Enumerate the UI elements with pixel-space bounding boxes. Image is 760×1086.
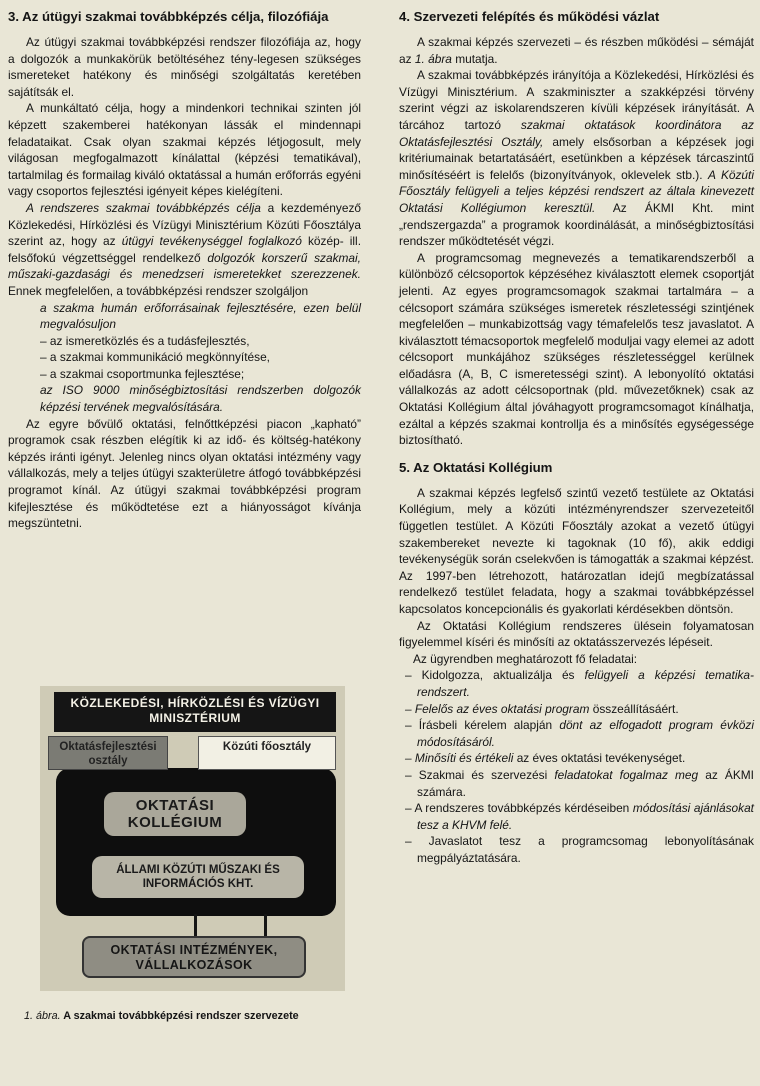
text: – Írásbeli kérelem alapján: [405, 718, 560, 733]
text: a kezdeményező Közlekedési, Hírközlési és Vízügyi Minisztérium Közúti Főosztálya szerint az, hogy az: [8, 200, 361, 249]
paragraph: A munkáltató célja, hogy a mindenkori technikai szinten jól képzett szakemberei hatékonyan lássák el mindennapi feladataikat. Csak olyan szakmai képzés létjogosult, mely világosan megfogalmazott kínálattal (képzési tematikával), tartalmilag és formailag kiváló oktatással a humán erőforrás egyéni vagy csoportos fejlesztési igényeit képes kielégíteni.: [8, 101, 361, 199]
emphasis: dönt az elfogadott program évközi módosításáról.: [417, 718, 754, 749]
organization-diagram: [40, 676, 360, 996]
institutions-box: OKTATÁSI INTÉZMÉNYEK, VÁLLALKOZÁSOK: [82, 936, 306, 978]
section-3-heading: 3. Az útügyi szakmai továbbképzés célja, filozófiája: [8, 9, 329, 24]
kozuti-box: Közúti főosztály: [198, 736, 336, 770]
emphasis: felügyeli a képzési tematika-rendszert.: [417, 668, 754, 699]
caption-text: A szakmai továbbképzési rendszer szervezete: [60, 1010, 299, 1022]
text: az éves oktatási tevékenységet.: [513, 751, 686, 766]
goal-subitem: – a szakmai csoportmunka fejlesztése;: [40, 366, 245, 381]
right-column: [399, 8, 754, 867]
paragraph: Az egyre bővülő oktatási, felnőttképzési piacon „kapható” programok csak részben elégítik ki az idő- és költség-hatékony képzés iránti igényt. Jelenleg nincs olyan oktatási intézmény vagy vállalkozás, mely a teljes útügyi szakterületre átfogó továbbképzési programot kínál. Az útügyi szakmai továbbképzési program kifejlesztése és működtetése ezt a hiányosságot kívánja megszüntetni.: [8, 416, 361, 531]
task-item: [399, 667, 754, 700]
ministry-box: KÖZLEKEDÉSI, HÍRKÖZLÉSI ÉS VÍZÜGYI MINISZTÉRIUM: [54, 692, 336, 732]
oktatasfejlesztesi-box: Oktatásfejlesztési osztály: [48, 736, 168, 770]
kollegium-box: OKTATÁSI KOLLÉGIUM: [104, 792, 246, 836]
emphasis: A rendszeres szakmai továbbképzés célja: [26, 200, 261, 215]
emphasis: feladatokat fogalmaz meg: [554, 767, 699, 782]
caption-number: 1. ábra.: [24, 1010, 61, 1022]
akmi-box: ÁLLAMI KÖZÚTI MŰSZAKI ÉS INFORMÁCIÓS KHT.: [92, 856, 304, 898]
text: Ennek megfelelően, a továbbképzési rendszer szolgáljon: [8, 283, 309, 298]
emphasis: módosítási ajánlásokat tesz a KHVM felé.: [417, 801, 754, 832]
paragraph: [8, 200, 361, 300]
text: mutatja.: [451, 51, 498, 66]
text: Az ÁKMI Kht. mint „rendszergazda” a programok koordinálását, a minőségbiztosítási rendszer működtetését végzi.: [399, 200, 754, 249]
emphasis: szakmai oktatások koordinátora az Oktatásfejlesztési Osztály,: [399, 117, 754, 149]
paragraph: Az Oktatási Kollégium rendszeres ülésein folyamatosan figyelemmel kíséri és minősíti az oktatásszervezés lépéseit.: [399, 618, 754, 650]
text: A szakmai továbbképzés irányítója a Közlekedési, Hírközlési és Vízügyi Minisztérium. A szakminiszter a szakképzési törvény szerint végzi az iskolarendszeren kívüli képzések irányítását. A tárcához tartozó: [399, 68, 754, 132]
paragraph: Az útügyi szakmai továbbképzési rendszer filozófiája az, hogy a dolgozók a munkakörük betöltéséhez tény-legesen szükséges ismereteket hatékony és minőségi szolgáltatás keretében sajátítsák el.: [8, 35, 361, 99]
emphasis: – Minősíti és értékeli: [405, 751, 514, 766]
connector-line: [194, 914, 197, 936]
emphasis: az ISO 9000 minőségbiztosítási rendszerben dolgozók képzési tervének megvalósítására.: [40, 383, 361, 415]
paragraph: A programcsomag megnevezés a tematikarendszerből a különböző célcsoportok képzéséhez kiválasztott elemek csoportját jelenti. Az egyes programcsomagok szakmai tartalmára – a célcsoport számára szükséges ismeretek részletességi szintjének megfelelően – munkabizottság vagy témafelelős tesz javaslatot. A kiválasztott témacsoportok megfelelő moduljai vagy elemei az adott célcsoport munkájához szükséges részletességgel kerülnek előadásra (A, B, C ismeretességi szint). A lebonyolító oktatási vállalkozás az adott célcsoportnak (pld. művezetőknek) csak az Oktatási Kollégium által jóváhagyott programcsomagot kínálhatja, ezáltal a képzés szakmai kontrollja és a minősítés egységessége biztosítható.: [399, 250, 754, 448]
task-item: [399, 750, 754, 767]
emphasis: 1. ábra: [414, 51, 452, 66]
goal-item: [8, 382, 361, 415]
text: amely elsősorban a képzések jogi kritériumainak betartatásáért, esetünkben a képzések tárcaszintű minősítéséért is felelős (bizonyítványok, oklevelek stb.).: [399, 134, 754, 182]
goal-subitem: – az ismeretközlés és a tudásfejlesztés,: [40, 333, 250, 348]
text: összeállításáért.: [589, 701, 679, 716]
text: – A rendszeres továbbképzés kérdéseiben: [405, 801, 633, 816]
connector-line: [264, 914, 267, 936]
paragraph: [399, 34, 754, 67]
text: közép- ill. felsőfokú végzettséggel rendelkező: [8, 234, 361, 265]
task-item: [399, 701, 754, 718]
text: – Kidolgozza, aktualizálja és: [405, 668, 585, 683]
goal-subitem: – a szakmai kommunikáció megkönnyítése,: [40, 350, 270, 365]
paragraph: A szakmai képzés legfelső szintű vezető testülete az Oktatási Kollégium, mely a közúti intézményrendszer szervezeteitől független testület. A Közúti Főosztály azokat a vezető útügyi szakembereket nevezte ki tagoknak (10 fő), akik eddigi tevékenységük során cselekvően is támogatták a szakmai képzést. Az 1997-ben létrehozott, határozatlan idejű megbízatással rendelkező testület feladata, hogy a szakmai továbbképzéssel kapcsolatos koncepcionális és gyakorlati kérdésekben döntsön.: [399, 485, 754, 616]
paragraph: [399, 67, 754, 250]
text: A szakmai képzés szervezeti – és részben működési – sémáját az: [399, 35, 754, 66]
task-item: [399, 767, 754, 800]
tasks-intro: Az ügyrendben meghatározott fő feladatai:: [413, 651, 638, 666]
text: az ÁKMI számára.: [417, 767, 754, 799]
task-item: – Javaslatot tesz a programcsomag lebonyolításának megpályáztatására.: [405, 834, 754, 865]
figure-caption: [24, 1010, 364, 1023]
text: – Szakmai és szervezési: [405, 767, 555, 782]
task-item: [399, 717, 754, 750]
goal-item: [8, 300, 361, 333]
left-column: [8, 8, 361, 532]
emphasis: útügyi tevékenységgel foglalkozó: [121, 234, 302, 249]
emphasis: a szakma humán erőforrásainak fejlesztésére, ezen belül megvalósuljon: [40, 300, 361, 332]
emphasis: – Felelős az éves oktatási program: [405, 701, 590, 716]
section-5-heading: 5. Az Oktatási Kollégium: [399, 459, 553, 475]
task-item: [399, 800, 754, 833]
section-4-heading: 4. Szervezeti felépítés és működési vázlat: [399, 9, 660, 24]
emphasis: dolgozók korszerű szakmai, műszaki-gazdasági és menedzseri ismeretekket szerezzenek.: [8, 250, 361, 282]
emphasis: A Közúti Főosztály felügyeli a teljes képzési rendszert az általa kinevezett Oktatási Kollégiumon keresztül.: [399, 167, 754, 215]
